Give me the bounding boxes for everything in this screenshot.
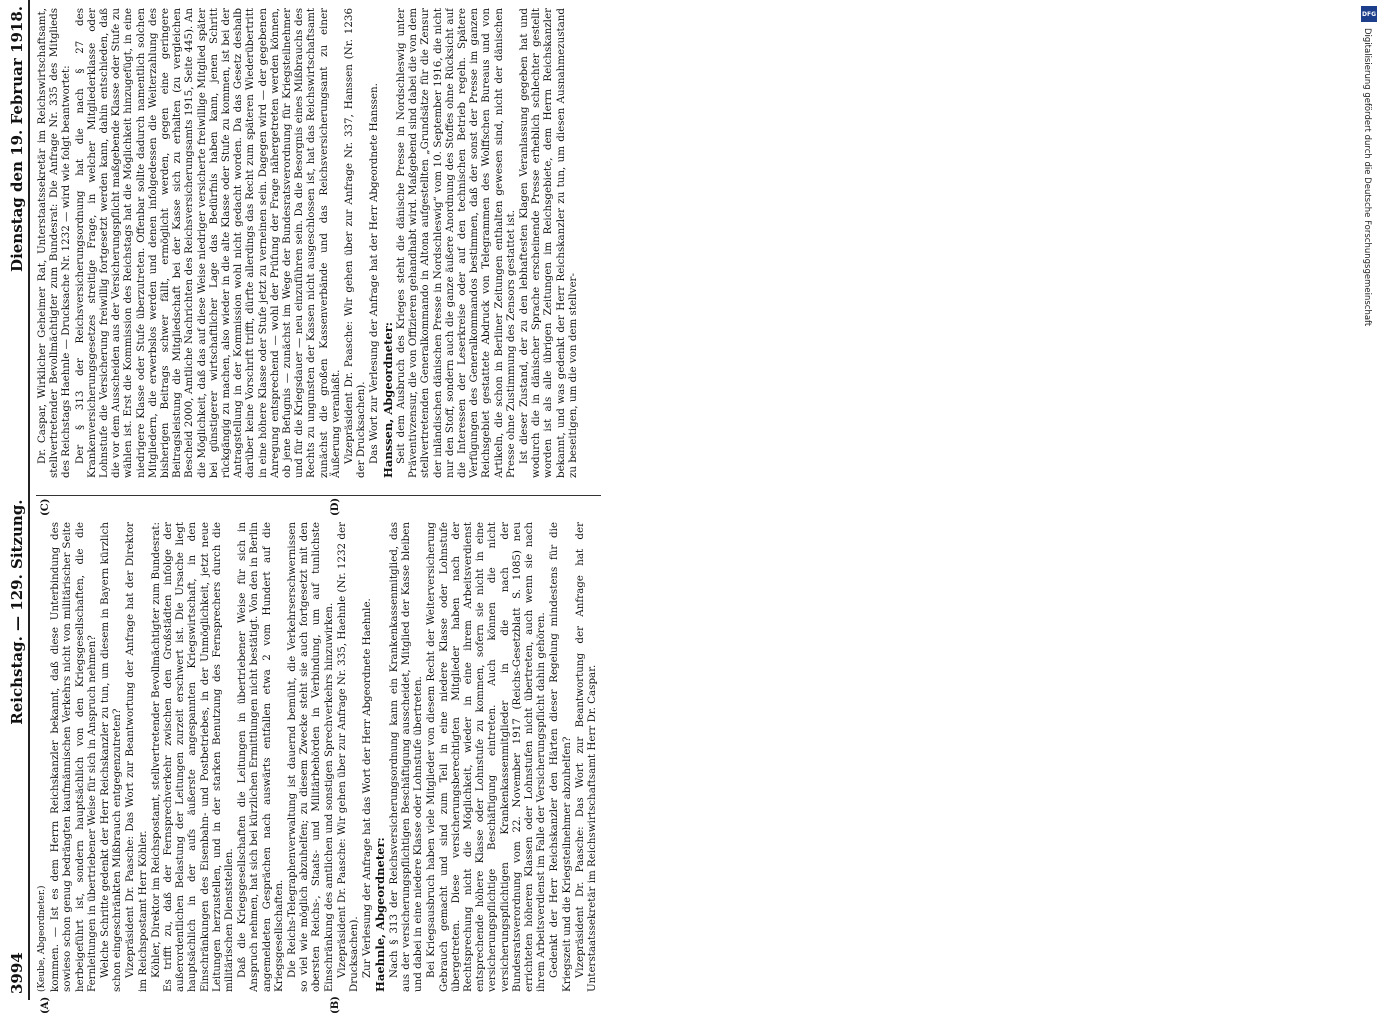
margin-label-d: (D) — [330, 497, 341, 516]
paragraph: Vizepräsident Dr. Paasche: Wir gehen über zur Anfrage Nr. 337, Hanssen (Nr. 1236 der Drucksachen). — [343, 8, 368, 478]
paragraph: Vizepräsident Dr. Paasche: Das Wort zur Beantwortung der Anfrage hat der Direktor im Reichspostamt Herr Köhler. — [124, 522, 149, 992]
paragraph: Köhler, Direktor im Reichspostamt, stellvertretender Bevollmächtigter zum Bundesrat: Es trifft zu, daß der Fernsprechverkehr zwischen den Großstädten infolge der außerordentlichen Belastung der Leitungen zurzeit erschwert ist. Die Ursache liegt hauptsächlich in der aufs äußerste angespannten Kriegswirtschaft, in den Einschränkungen des Eisenbahn- und Postbetriebes, in der Unmöglichkeit, jetzt neue Leitungen herzustellen, und in der starken Benutzung des Fernsprechers durch die militärischen Dienststellen. — [149, 522, 236, 992]
rotated-page — [0, 0, 610, 1014]
paragraph: Daß die Kriegsgesellschaften die Leitungen in übertriebener Weise für sich in Anspruch nehmen, hat sich bei kürzlichen Ermittlungen nicht bestätigt. Von den in Berlin angemeldeten Gesprächen nach auswärts entfallen etwa 2 vom Hundert auf die Kriegsgesellschaften. — [236, 522, 285, 992]
paragraph: Bei Kriegsausbruch haben viele Mitglieder von diesem Recht der Weiterversicherung Gebrauch gemacht und sind zum Teil in eine niedere Klasse oder Lohnstufe übergetreten. Diese versicherungsberechtigten Mitglieder haben nach der Rechtsprechung nicht die Möglichkeit, wieder in eine ihrem Arbeitsverdienst entsprechende höhere Klasse oder Lohnstufe zu kommen, sofern sie nicht in eine versicherungspflichtige Beschäftigung eintreten. Auch können die nicht versicherungspflichtigen Krankenkassenmitglieder in die nach der Bundesratsverordnung vom 22. November 1917 (Reichs-Gesetzblatt S. 1085) neu errichteten höheren Klassen oder Lohnstufen nicht übertreten, auch wenn sie nach ihrem Arbeitsverdienst im Falle der Versicherungspflicht dahin gehören. — [425, 522, 548, 992]
dfg-logo: DFG — [1361, 6, 1377, 22]
paragraph: Vizepräsident Dr. Paasche: Wir gehen über zur Anfrage Nr. 335, Haehnle (Nr. 1232 der Drucksachen). — [335, 522, 361, 992]
paragraph: Ist dieser Zustand, der zu den lebhaftesten Klagen Veranlassung gegeben hat und wodurch die in dänischer Sprache erscheinende Presse erheblich schlechter gestellt worden ist als alle übrigen Zeitungen im Reichsgebiete, dem Herrn Reichskanzler bekannt, und was gedenkt der Herr Reichskanzler zu tun, um diesen Ausnahmezustand zu beseitigen, um die von dem stellver- — [517, 8, 579, 478]
margin-label-a: (A) — [40, 996, 51, 1014]
paragraph: Nach § 313 der Reichsversicherungsordnung kann ein Krankenkassenmitglied, das aus der versicherungspflichtigen Beschäftigung ausscheidet, Mitglied der Kasse bleiben und dabei in eine niedere Klasse oder Lohnstufe übertreten. — [387, 522, 425, 992]
paragraph: Dr. Caspar, Wirklicher Geheimer Rat, Unterstaatssekretär im Reichswirtschaftsamt, stellvertretender Bevollmächtigter zum Bundesrat: Die Anfrage Nr. 335 des Mitglieds des Reichstags Haehnle — Drucksache Nr. 1232 — wird wie folgt beantwortet: — [36, 8, 73, 478]
session-title: Reichstag. — 129. Sitzung. — [8, 499, 26, 725]
paragraph: Seit dem Ausbruch des Krieges steht die dänische Presse in Nordschleswig unter Präventivzensur, die von Offizieren gehandhabt wird. Maßgebend sind dabei die von dem stellvertretenden Generalkommando in Altona aufgestellten „Grundsätze für die Zensur der inländischen dänischen Presse in Nordschleswig“ vom 10. September 1916, die nicht nur den Stoff, sondern auch die ganze äußere Anordnung des Stoffes ohne Rücksicht auf die Interessen der Leserkreise oder auf den technischen Betrieb regeln. Spätere Verfügungen des Generalkommandos bestimmen, daß der sonst der Presse im ganzen Reichsgebiet gestattete Abdruck von Telegrammen des Wolffschen Bureaus und von Artikeln, die schon in Berliner Zeitungen enthalten gewesen sind, nicht der dänischen Presse ohne Zustimmung des Zensors gestattet ist. — [394, 8, 517, 478]
digitization-note — [1361, 28, 1383, 648]
paragraph: kommen. — Ist es dem Herrn Reichskanzler bekannt, daß diese Unterbindung des sowieso schon genug bedrängten kaufmännischen Verkehrs nicht von militärischer Seite herbeigeführt ist, sondern hauptsächlich von den Kriegsgesellschaften, die die Fernleitungen in übertriebener Weise für sich in Anspruch nehmen? — [49, 522, 98, 992]
header-rule — [28, 0, 30, 1000]
paragraph: Die Reichs-Telegraphenverwaltung ist dauernd bemüht, die Verkehrserschwernissen so viel wie möglich abzuhelfen; zu diesem Zwecke steht sie auch fortgesetzt mit den obersten Reichs-, Staats- und Militärbehörden in Verbindung, um auf tunlichste Einschränkung des amtlichen und sonstigen Sprechverkehrs hinzuwirken. — [286, 522, 335, 992]
margin-label-c: (C) — [40, 498, 51, 516]
page-number: 3994 — [8, 952, 26, 994]
margin-label-b: (B) — [330, 996, 341, 1014]
right-column — [36, 8, 601, 478]
paragraph: Gedenkt der Herr Reichskanzler den Härten dieser Regelung mindestens für die Kriegszeit und die Kriegsteilnehmer abzuhelfen? — [548, 522, 573, 992]
speaker-heading: Hanssen, Abgeordneter: — [380, 321, 395, 478]
speaker-tag: (Keube, Abgeordneter.) — [37, 885, 47, 992]
paragraph: Der § 313 der Reichsversicherungsordnung hat die nach § 27 des Krankenversicherungsgesetzes streitige Frage, in welcher Mitgliederklasse oder Lohnstufe die Versicherung freiwillig fortgesetzt werden kann, dahin entschieden, daß die vor dem Ausscheiden aus der Versicherungspflicht maßgebende Klasse oder Stufe zu wählen ist. Erst die Kommission des Reichstags hat die Möglichkeit hinzugefügt, in eine niedrigere Klasse oder Stufe überzutreten. Offenbar sollte dadurch namentlich solchen Mitgliedern, die erwerbslos werden und denen infolgedessen die Weiterzahlung des bisherigen Beitrags schwer fällt, ermöglicht werden, gegen eine geringere Beitragsleistung die Mitgliedschaft bei der Kasse sich zu erhalten (zu vergleichen Bescheid 2000, Amtliche Nachrichten des Reichsversicherungsamts 1915, Seite 445). An die Möglichkeit, daß das auf diese Weise niedriger versicherte freiwillige Mitglied später bei günstigerer wirtschaftlicher Lage das Bedürfnis haben kann, jenen Schritt rückgängig zu machen, also wieder in die alte Klasse oder Stufe zu kommen, ist bei der Antragstellung in der Kommission wohl nicht gedacht worden. Da das Gesetz deshalb darüber keine Vorschrift trifft, dürfte allerdings das Recht zum späteren Wiederübertritt in eine höhere Klasse oder Stufe jetzt zu verneinen sein. Dagegen wird — der gegebenen Anregung entsprechend — wohl der Prüfung der Frage nähergetreten werden können, ob jene Befugnis — zunächst im Wege der Bundesratsverordnung für Kriegsteilnehmer und für die Kriegsdauer — neu einzuführen sein. Da die Besorgnis eines Mißbrauchs des Rechts zu ungunsten der Kassen nicht ausgeschlossen ist, hat das Reichswirtschaftsamt zunächst die großen Kassenverbände und das Reichsversicherungsamt zu einer Äußerung veranlaßt. — [73, 8, 342, 478]
session-date: Dienstag den 19. Februar 1918. — [8, 6, 26, 272]
paragraph: Das Wort zur Verlesung der Anfrage hat der Herr Abgeordnete Hanssen. — [368, 83, 381, 464]
paragraph: Zur Verlesung der Anfrage hat das Wort der Herr Abgeordnete Haehnle. — [361, 598, 374, 978]
column-divider — [36, 495, 601, 496]
paragraph: Vizepräsident Dr. Paasche: Das Wort zur Beantwortung der Anfrage hat der Unterstaatssekretär im Reichswirtschaftsamt Herr Dr. Caspar. — [573, 522, 598, 992]
digitization-text: Digitalisierung gefördert durch die Deutsche Forschungsgemeinschaft — [1362, 28, 1372, 327]
left-column — [36, 522, 601, 992]
speaker-heading: Haehnle, Abgeordneter: — [373, 837, 388, 992]
page-header — [0, 0, 26, 1000]
paragraph: Welche Schritte gedenkt der Herr Reichskanzler zu tun, um diesem in Bayern kürzlich schon eingeschränkten Mißbrauch entgegenzutreten? — [99, 522, 124, 992]
